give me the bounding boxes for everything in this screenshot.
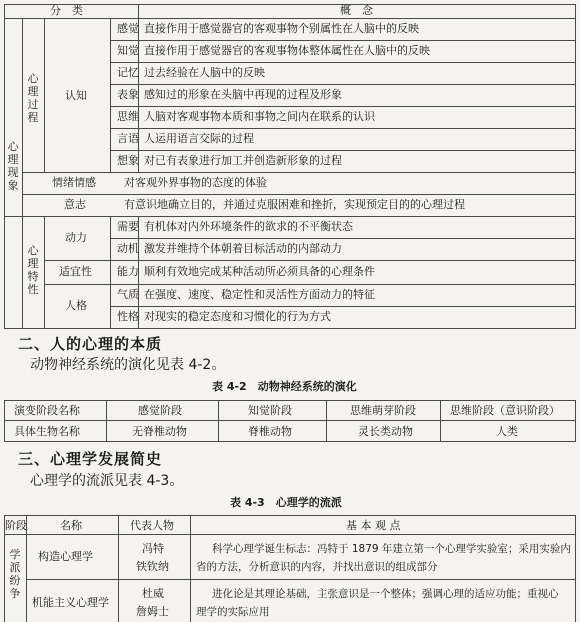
table-header-cell: 思维萌芽阶段 <box>350 404 416 417</box>
section-paragraph: 心理学的流派见表 4-3。 <box>30 473 184 489</box>
section-heading: 三、心理学发展简史 <box>18 450 163 468</box>
row-item: 知觉 <box>117 44 139 57</box>
school-person: 杜威 <box>142 587 164 600</box>
table-header-cell: 感觉阶段 <box>138 404 182 417</box>
table-caption: 表 4-3 心理学的流派 <box>230 496 342 509</box>
school-name: 构造心理学 <box>38 550 93 563</box>
row-item: 表象 <box>117 88 139 101</box>
row-concept: 顺利有效地完成某种活动所必须具备的心理条件 <box>144 265 375 278</box>
table-cell: 脊椎动物 <box>248 425 292 438</box>
row-concept: 对现实的稳定态度和习惯化的行为方式 <box>144 310 331 323</box>
label-phenomenon: 心理现象 <box>7 140 19 192</box>
label-will: 意志 <box>64 198 86 211</box>
table-header-cell: 知觉阶段 <box>248 404 292 417</box>
row-item: 思维 <box>117 110 139 123</box>
row-item: 需要 <box>117 220 139 233</box>
school-name: 机能主义心理学 <box>32 596 109 609</box>
school-person: 詹姆士 <box>136 605 169 618</box>
row-item: 动机 <box>117 242 139 255</box>
table-header-cell: 名称 <box>60 519 82 532</box>
label-personality: 人格 <box>65 299 87 312</box>
section-heading: 二、人的心理的本质 <box>18 335 163 353</box>
school-view: 科学心理学诞生标志：冯特于 1879 年建立第一个心理学实验室；采用实验内 <box>212 543 571 555</box>
row-concept: 直接作用于感觉器官的客观事物个别属性在人脑中的反映 <box>144 22 419 35</box>
table-caption: 表 4-2 动物神经系统的演化 <box>212 380 357 393</box>
row-concept: 人脑对客观事物本质和事物之间内在联系的认识 <box>144 110 375 123</box>
row-item: 言语 <box>117 132 139 145</box>
header-concept: 概 念 <box>340 4 373 17</box>
row-concept: 过去经验在人脑中的反映 <box>144 66 265 79</box>
row-item: 想象 <box>117 154 139 167</box>
header-category: 分 类 <box>50 4 83 17</box>
label-motivation: 动力 <box>65 231 87 244</box>
row-concept: 在强度、速度、稳定性和灵活性方面动力的特征 <box>144 288 375 301</box>
label-process: 心理过程 <box>27 72 39 124</box>
row-item: 能力 <box>117 265 139 278</box>
row-concept: 激发并维持个体朝着目标活动的内部动力 <box>144 242 342 255</box>
row-concept: 有机体对内外环境条件的欲求的不平衡状态 <box>144 220 353 233</box>
row-concept: 人运用语言交际的过程 <box>144 132 254 145</box>
school-person: 冯特 <box>142 542 164 555</box>
row-item: 气质 <box>117 288 139 301</box>
stage-label: 学派纷争 <box>9 548 21 600</box>
school-view: 进化论是其理论基础，主张意识是一个整体；强调心理的适应功能；重视心 <box>212 588 559 600</box>
table-header-cell: 代表人物 <box>130 519 174 532</box>
school-view: 省的方法，分析意识的内容，并找出意识的组成部分 <box>196 561 438 573</box>
row-concept: 对已有表象进行加工并创造新形象的过程 <box>144 154 342 167</box>
table-cell: 人类 <box>496 425 518 438</box>
label-cognition: 认知 <box>65 89 87 102</box>
row-item: 记忆 <box>117 66 139 79</box>
table-cell: 具体生物名称 <box>14 425 80 438</box>
table-header-cell: 思维阶段（意识阶段） <box>450 404 560 417</box>
table-header-cell: 基 本 观 点 <box>346 519 401 532</box>
table-header-cell: 阶段 <box>5 519 27 532</box>
school-view: 理学的实际应用 <box>196 606 270 618</box>
row-concept: 感知过的形象在头脑中再现的过程及形象 <box>144 88 342 101</box>
will-concept: 有意识地确立目的，并通过克服困难和挫折，实现预定目的的心理过程 <box>124 198 465 211</box>
label-emotion: 情绪情感 <box>52 176 96 189</box>
label-traits: 心理特性 <box>27 244 39 296</box>
table-cell: 无脊椎动物 <box>132 425 187 438</box>
emotion-concept: 对客观外界事物的态度的体验 <box>124 176 267 189</box>
section-paragraph: 动物神经系统的演化见表 4-2。 <box>30 357 226 373</box>
row-item: 感觉 <box>117 22 139 35</box>
row-concept: 直接作用于感觉器官的客观事物体整体属性在人脑中的反映 <box>144 44 430 57</box>
table-header-cell: 演变阶段名称 <box>14 404 80 417</box>
row-item: 性格 <box>117 310 139 323</box>
table-cell: 灵长类动物 <box>358 425 413 438</box>
label-adaptability: 适宜性 <box>59 265 92 278</box>
school-person: 铁钦纳 <box>136 560 169 573</box>
